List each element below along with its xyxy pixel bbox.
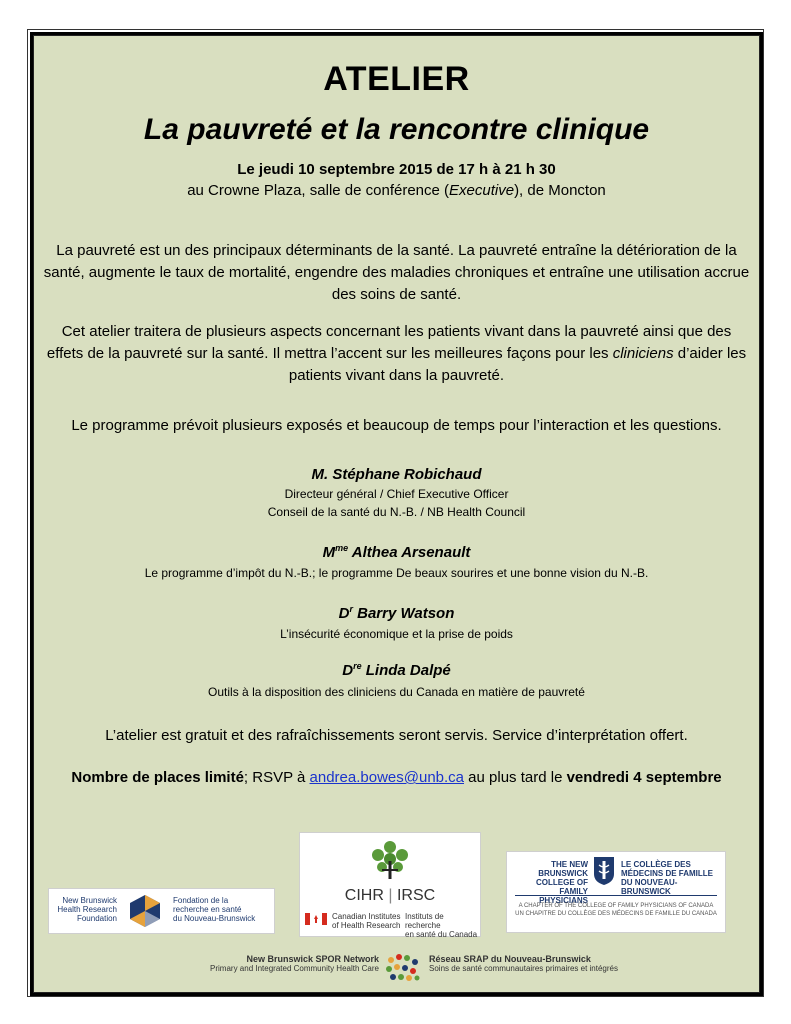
cihr-logo	[299, 832, 481, 937]
cihr-english-name: Canadian Institutes of Health Research	[332, 912, 401, 930]
speaker-topic: L’insécurité économique et la prise de poids	[280, 627, 513, 641]
spor-french-name: Réseau SRAP du Nouveau-Brunswick Soins de santé communautaires primaires et intégrés	[429, 954, 618, 973]
nbcfp-french-name: LE COLLÈGE DES MÉDECINS DE FAMILLE DU NOUVEAU-BRUNSWICK	[621, 860, 714, 896]
speaker-name: Dre Linda Dalpé	[342, 661, 451, 679]
nbcfp-english-name: THE NEW BRUNSWICK COLLEGE OF FAMILY PHYSICIANS	[536, 860, 588, 905]
program-paragraph: Le programme prévoit plusieurs exposés et beaucoup de temps pour l’interaction et les questions.	[71, 417, 722, 434]
cihr-leaf-icon	[368, 839, 412, 881]
speaker-name: $M^{me}$ Althea Arsenault	[322, 543, 471, 561]
nbhrf-logo	[48, 888, 275, 934]
nbhrf-hexagon-icon	[127, 894, 163, 928]
rsvp-line: Nombre de places limité; RSVP à andrea.bowes@unb.ca au plus tard le vendredi 4 septembre	[71, 769, 722, 786]
spor-network-logo	[153, 950, 643, 986]
cihr-wordmark: CIHR | IRSC	[344, 887, 436, 904]
page-subtitle: La pauvreté et la rencontre clinique	[143, 113, 650, 146]
nbcfp-logo	[506, 851, 726, 933]
speaker-name: M. Stéphane Robichaud	[311, 466, 482, 483]
speaker-organization: Conseil de la santé du N.-B. / NB Health Council	[267, 505, 526, 519]
spor-dots-icon	[383, 952, 423, 984]
flyer	[30, 32, 763, 996]
speaker-topic: Outils à la disposition des cliniciens du Canada en matière de pauvreté	[208, 685, 585, 699]
focus-paragraph: Cet atelier traitera de plusieurs aspects concernant les patients vivant dans la pauvreté ainsi que des effets de la pauvreté sur la santé. Il mettra l’accent sur les meilleures façons pour les cliniciens d’aider les patients vivant dans la pauvreté.	[46, 323, 747, 384]
nbhrf-french-name: Fondation de la recherche en santé du Nouveau-Brunswick	[173, 896, 256, 923]
speaker-name: $D^r$ Barry Watson	[338, 604, 455, 622]
canada-flag-icon	[305, 913, 327, 925]
page-title: ATELIER	[323, 60, 470, 98]
free-note: L’atelier est gratuit et des rafraîchissements seront servis. Service d’interprétation offert.	[105, 727, 688, 744]
nbcfp-crest-icon	[593, 856, 615, 886]
nbhrf-english-name: New Brunswick Health Research Foundation	[57, 896, 117, 923]
nbcfp-chapter-note: A CHAPTER OF THE COLLEGE OF FAMILY PHYSICIANS OF CANADA UN CHAPITRE DU COLLÈGE DES MÉDECINS DE FAMILLE DU CANADA	[515, 903, 717, 917]
spor-english-name: New Brunswick SPOR Network Primary and Integrated Community Health Care	[210, 954, 379, 973]
speaker-role: Directeur général / Chief Executive Officer	[284, 487, 509, 501]
event-date: Le jeudi 10 septembre 2015 de 17 h à 21 h 30	[237, 161, 556, 178]
speaker-topic: Le programme d’impôt du N.-B.; le programme De beaux sourires et une bonne vision du N.-B.	[144, 566, 649, 580]
cihr-french-name: Instituts de recherche en santé du Canada	[405, 912, 478, 939]
event-venue: au Crowne Plaza, salle de conférence (Executive), de Moncton	[187, 182, 606, 199]
nbcfp-divider	[515, 895, 717, 896]
rsvp-email-link[interactable]: andrea.bowes@unb.ca	[309, 769, 465, 786]
intro-paragraph: La pauvreté est un des principaux déterminants de la santé. La pauvreté entraîne la détérioration de la santé, augmente le taux de mortalité, engendre des maladies chroniques et entraîne une utilisation accrue des soins de santé.	[43, 242, 750, 303]
